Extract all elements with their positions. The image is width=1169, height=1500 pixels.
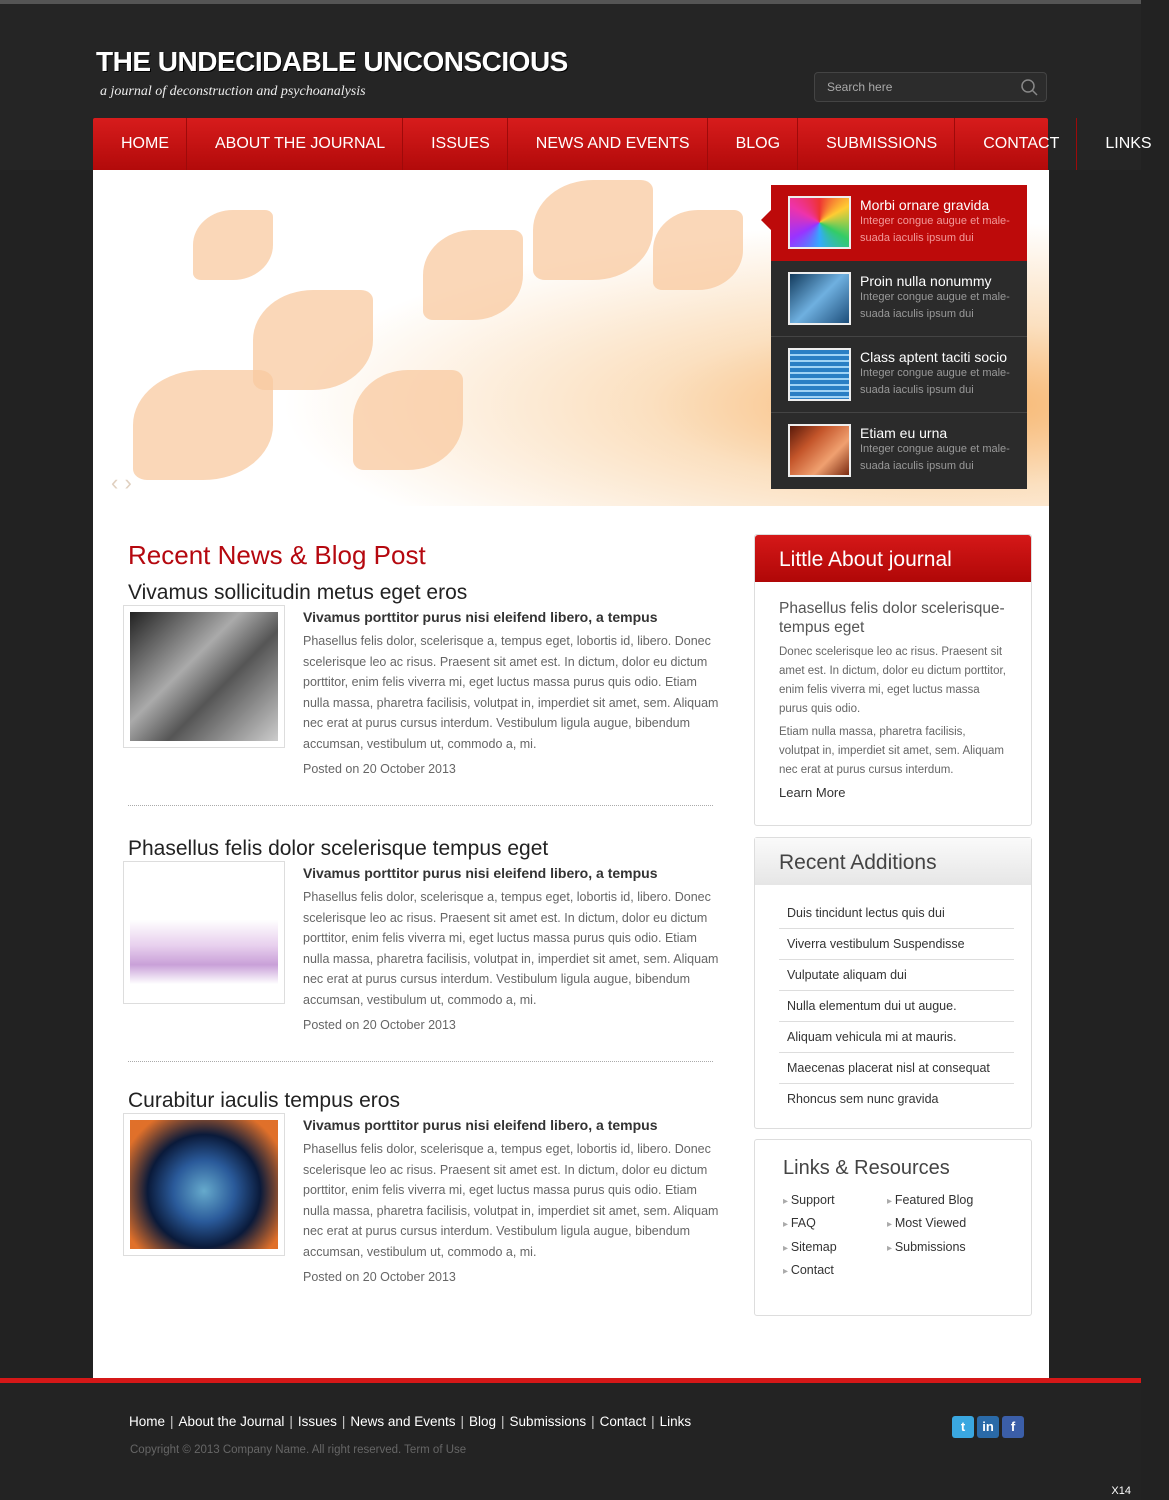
- leaf-decoration: [533, 180, 653, 280]
- facebook-icon[interactable]: f: [1002, 1416, 1024, 1438]
- leaf-decoration: [423, 230, 523, 320]
- search-box: [814, 72, 1047, 102]
- page-content: [93, 170, 1049, 1378]
- link-submissions[interactable]: ▸ Submissions: [887, 1240, 973, 1263]
- post-image[interactable]: [123, 605, 285, 748]
- post-title[interactable]: Vivamus sollicitudin metus eget eros: [128, 581, 468, 604]
- recent-item[interactable]: Duis tincidunt lectus quis dui: [779, 898, 1014, 929]
- post-image[interactable]: [123, 861, 285, 1004]
- footer-link-submissions[interactable]: Submissions: [509, 1414, 587, 1429]
- about-paragraph: Etiam nulla massa, pharetra facilisis, volutpat in, imperdiet sit amet, sem. Aliquam nec erat at purus cursus interdum.: [779, 726, 1004, 776]
- blog-post: [128, 837, 718, 1089]
- separator: |: [460, 1414, 464, 1429]
- linkedin-icon[interactable]: in: [977, 1416, 999, 1438]
- footer-link-about[interactable]: About the Journal: [178, 1414, 285, 1429]
- slide-item[interactable]: [771, 185, 1027, 261]
- slide-item[interactable]: [771, 413, 1027, 489]
- recent-item[interactable]: Nulla elementum dui ut augue.: [779, 991, 1014, 1022]
- footer-nav: [129, 1414, 691, 1429]
- blog-post: [128, 581, 718, 833]
- link-featured-blog[interactable]: ▸ Featured Blog: [887, 1193, 973, 1216]
- link-contact[interactable]: ▸ Contact: [783, 1263, 837, 1286]
- post-body: Phasellus felis dolor, scelerisque a, tempus eget, lobortis id, libero. Donec scelerisque leo ac risus. Praesent sit amet est. In dictum, dolor eu dictum porttitor, enim felis viverra mi, eget luctus massa purus quis odio. Etiam nulla massa, pharetra facilisis, volutpat in, imperdiet sit amet, sem. Aliquam nec erat at purus cursus interdum. Vestibulum ligula augue, bibendum accumsan, vestibulum ut, commodo a, mi.: [303, 634, 719, 751]
- post-title[interactable]: Phasellus felis dolor scelerisque tempus eget: [128, 837, 549, 860]
- main-nav: [93, 118, 1152, 170]
- about-paragraph: Donec scelerisque leo ac risus. Praesent sit amet est. In dictum, dolor eu dictum porttitor, enim felis viverra mi, eget luctus massa purus quis odio.: [779, 646, 1006, 715]
- nav-links[interactable]: LINKS: [1105, 135, 1152, 152]
- about-subtitle: Phasellus felis dolor scelerisque-tempus eget: [779, 600, 1005, 636]
- recent-item[interactable]: Rhoncus sem nunc gravida: [787, 1092, 939, 1106]
- post-date: Posted on 20 October 2013: [303, 762, 456, 776]
- separator: |: [341, 1414, 346, 1429]
- slide-title: Class aptent taciti socio: [860, 349, 1008, 365]
- separator: |: [289, 1414, 293, 1429]
- search-icon[interactable]: [1020, 78, 1038, 96]
- post-subtitle: Vivamus porttitor purus nisi eleifend libero, a tempus: [303, 609, 658, 625]
- blog-section: [128, 540, 718, 1341]
- slider-arrows: [111, 470, 132, 496]
- about-title: Little About journal: [755, 535, 1031, 582]
- search-input[interactable]: [815, 73, 1015, 101]
- footer-link-contact[interactable]: Contact: [599, 1414, 647, 1429]
- recent-item[interactable]: Vulputate aliquam dui: [779, 960, 1014, 991]
- post-body: Phasellus felis dolor, scelerisque a, tempus eget, lobortis id, libero. Donec scelerisque leo ac risus. Praesent sit amet est. In dictum, dolor eu dictum porttitor, enim felis viverra mi, eget luctus massa purus quis odio. Etiam nulla massa, pharetra facilisis, volutpat in, imperdiet sit amet, sem. Aliquam nec erat at purus cursus interdum. Vestibulum ligula augue, bibendum accumsan, vestibulum ut, commodo a, mi.: [303, 1142, 719, 1259]
- post-date: Posted on 20 October 2013: [303, 1018, 456, 1032]
- separator: |: [591, 1414, 595, 1429]
- links-widget: [754, 1139, 1032, 1316]
- slide-item[interactable]: [771, 337, 1027, 413]
- post-subtitle: Vivamus porttitor purus nisi eleifend libero, a tempus: [303, 1117, 658, 1133]
- hero-slider: [93, 170, 1049, 506]
- slide-thumbnail: [788, 196, 851, 249]
- slide-thumbnail: [788, 424, 851, 477]
- social-links: [952, 1416, 1024, 1438]
- separator: |: [170, 1414, 174, 1429]
- footer-link-issues[interactable]: Issues: [297, 1414, 337, 1429]
- learn-more-link[interactable]: Learn More: [779, 785, 846, 800]
- footer-link-news[interactable]: News and Events: [350, 1414, 456, 1429]
- slide-text: Integer congue augue et male-suada iaculis ipsum dui: [860, 367, 1010, 396]
- leaf-decoration: [653, 210, 743, 290]
- slide-thumbnail: [788, 348, 851, 401]
- slider-list: [771, 185, 1027, 489]
- nav-news[interactable]: NEWS AND EVENTS: [508, 118, 708, 170]
- nav-about[interactable]: ABOUT THE JOURNAL: [187, 118, 403, 170]
- slide-text: Integer congue augue et male-suada iaculis ipsum dui: [860, 443, 1010, 472]
- corner-label: X14: [1111, 1485, 1131, 1497]
- slide-title: Proin nulla nonummy: [860, 273, 992, 289]
- nav-blog[interactable]: BLOG: [708, 118, 798, 170]
- footer-link-home[interactable]: Home: [129, 1414, 166, 1429]
- recent-title: Recent Additions: [755, 838, 1031, 885]
- footer-link-blog[interactable]: Blog: [469, 1414, 497, 1429]
- recent-item[interactable]: Maecenas placerat nisl at consequat: [779, 1053, 1014, 1084]
- nav-contact[interactable]: CONTACT: [955, 118, 1077, 170]
- slide-title: Etiam eu urna: [860, 425, 948, 441]
- section-title: Recent News & Blog Post: [128, 540, 426, 570]
- nav-home[interactable]: HOME: [93, 118, 187, 170]
- divider: [128, 1061, 713, 1062]
- leaf-decoration: [193, 210, 273, 280]
- site-tagline: a journal of deconstruction and psychoanalysis: [100, 84, 366, 99]
- link-faq[interactable]: ▸ FAQ: [783, 1216, 837, 1239]
- separator: |: [501, 1414, 505, 1429]
- nav-submissions[interactable]: SUBMISSIONS: [798, 118, 955, 170]
- link-most-viewed[interactable]: ▸ Most Viewed: [887, 1216, 973, 1239]
- next-arrow[interactable]: ›: [124, 470, 132, 495]
- footer: [0, 1383, 1141, 1500]
- post-date: Posted on 20 October 2013: [303, 1270, 456, 1284]
- link-support[interactable]: ▸ Support: [783, 1193, 837, 1216]
- separator: |: [651, 1414, 655, 1429]
- recent-item[interactable]: Viverra vestibulum Suspendisse: [779, 929, 1014, 960]
- about-widget: [754, 534, 1032, 826]
- post-body: Phasellus felis dolor, scelerisque a, tempus eget, lobortis id, libero. Donec scelerisque leo ac risus. Praesent sit amet est. In dictum, dolor eu dictum porttitor, enim felis viverra mi, eget luctus massa purus quis odio. Etiam nulla massa, pharetra facilisis, volutpat in, imperdiet sit amet, sem. Aliquam nec erat at purus cursus interdum. Vestibulum ligula augue, bibendum accumsan, vestibulum ut, commodo a, mi.: [303, 890, 719, 1007]
- post-title[interactable]: Curabitur iaculis tempus eros: [128, 1089, 400, 1112]
- blog-post: [128, 1089, 718, 1341]
- recent-additions-widget: [754, 837, 1032, 1129]
- footer-link-links[interactable]: Links: [659, 1414, 692, 1429]
- recent-item[interactable]: Aliquam vehicula mi at mauris.: [779, 1022, 1014, 1053]
- slide-text: Integer congue augue et male-suada iaculis ipsum dui: [860, 215, 1010, 244]
- post-subtitle: Vivamus porttitor purus nisi eleifend libero, a tempus: [303, 865, 658, 881]
- nav-issues[interactable]: ISSUES: [403, 118, 508, 170]
- site-title[interactable]: THE UNDECIDABLE UNCONSCIOUS: [96, 46, 568, 77]
- prev-arrow[interactable]: ‹: [111, 470, 119, 495]
- leaf-decoration: [133, 370, 273, 480]
- leaf-decoration: [253, 290, 373, 390]
- link-sitemap[interactable]: ▸ Sitemap: [783, 1240, 837, 1263]
- divider: [128, 805, 713, 806]
- copyright: Copyright © 2013 Company Name. All right reserved. Term of Use: [130, 1444, 467, 1456]
- links-title: Links & Resources: [783, 1157, 950, 1179]
- slide-item[interactable]: [771, 261, 1027, 337]
- slide-thumbnail: [788, 272, 851, 325]
- twitter-icon[interactable]: t: [952, 1416, 974, 1438]
- post-image[interactable]: [123, 1113, 285, 1256]
- slide-title: Morbi ornare gravida: [860, 197, 990, 213]
- slide-text: Integer congue augue et male-suada iaculis ipsum dui: [860, 291, 1010, 320]
- leaf-decoration: [353, 370, 463, 470]
